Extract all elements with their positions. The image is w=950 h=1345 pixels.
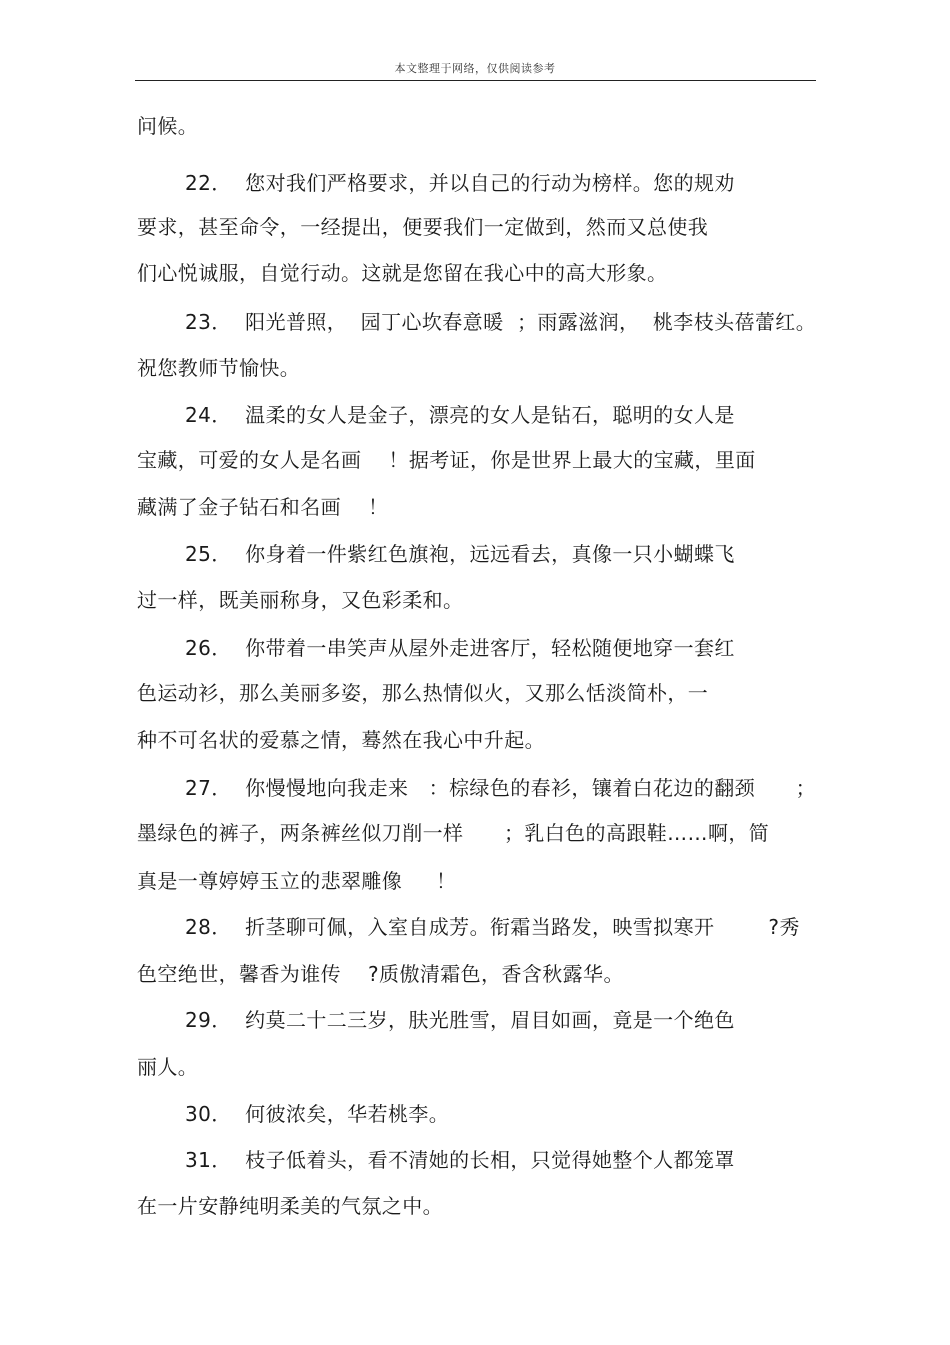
text-line: 种不可名状的爱慕之情，蓦然在我心中升起。 <box>137 728 545 752</box>
text-line: 31． 枝子低着头，看不清她的长相，只觉得她整个人都笼罩 <box>185 1148 735 1172</box>
text-line: 28． 折茎聊可佩，入室自成芳。衔霜当路发，映雪拟寒开 ?秀 <box>185 915 800 939</box>
text-line: 在一片安静纯明柔美的气氛之中。 <box>137 1194 443 1218</box>
text-line: 丽人。 <box>137 1055 199 1079</box>
text-line: 宝藏，可爱的女人是名画 ！据考证，你是世界上最大的宝藏，里面 <box>137 448 756 472</box>
text-line: 26． 你带着一串笑声从屋外走进客厅，轻松随便地穿一套红 <box>185 636 735 660</box>
text-line: 23． 阳光普照， 园丁心坎春意暖 ；雨露滋润， 桃李枝头蓓蕾红。 <box>185 310 817 334</box>
text-line: 24． 温柔的女人是金子，漂亮的女人是钻石，聪明的女人是 <box>185 403 735 427</box>
page-header: 本文整理于网络，仅供阅读参考 <box>394 62 556 75</box>
text-line: 色运动衫，那么美丽多姿，那么热情似火，又那么恬淡简朴，一 <box>137 681 709 705</box>
text-line: 25． 你身着一件紫红色旗袍，远远看去，真像一只小蝴蝶飞 <box>185 542 735 566</box>
text-line: 藏满了金子钻石和名画 ！ <box>137 495 389 519</box>
text-line: 27． 你慢慢地向我走来 ：棕绿色的春衫，镶着白花边的翻颈 ； <box>185 776 816 800</box>
text-line: 们心悦诚服，自觉行动。这就是您留在我心中的高大形象。 <box>137 261 668 285</box>
text-line: 29． 约莫二十二三岁，肤光胜雪，眉目如画，竟是一个绝色 <box>185 1008 735 1032</box>
text-line: 真是一尊婷婷玉立的悲翠雕像 ！ <box>137 869 457 893</box>
header-divider <box>135 80 816 81</box>
text-line: 色空绝世，馨香为谁传 ?质傲清霜色，香含秋露华。 <box>137 962 624 986</box>
text-line: 墨绿色的裤子，两条裤丝似刀削一样 ；乳白色的高跟鞋……啊，简 <box>137 821 770 845</box>
text-line: 过一样，既美丽称身，又色彩柔和。 <box>137 588 464 612</box>
text-line: 30． 何彼浓矣，华若桃李。 <box>185 1102 450 1126</box>
text-line: 问候。 <box>137 114 199 138</box>
text-line: 祝您教师节愉快。 <box>137 356 301 380</box>
text-line: 22． 您对我们严格要求，并以自己的行动为榜样。您的规劝 <box>185 171 735 195</box>
text-line: 要求，甚至命令，一经提出，便要我们一定做到，然而又总使我 <box>137 215 709 239</box>
